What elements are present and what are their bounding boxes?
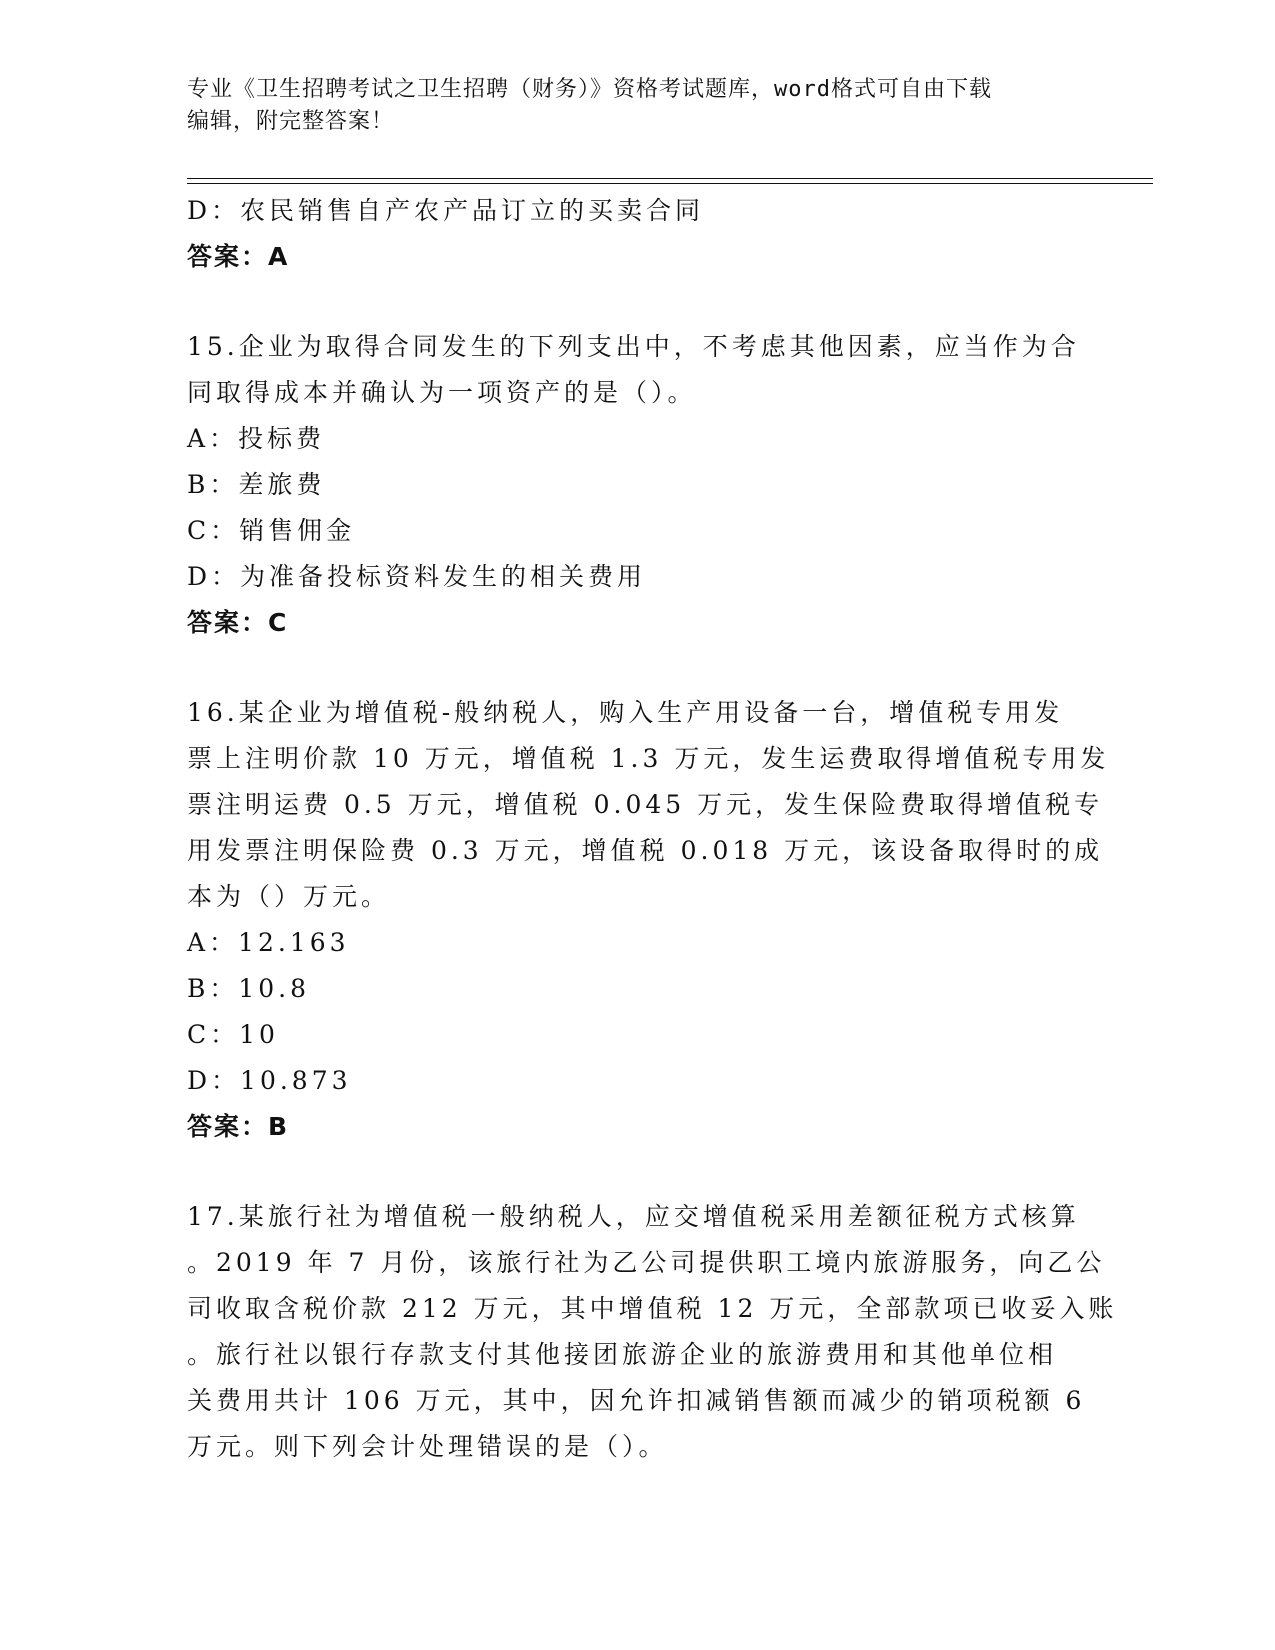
header-line-1: 专业《卫生招聘考试之卫生招聘（财务）》资格考试题库，word格式可自由下载 [187,77,992,102]
header-line-2: 编辑，附完整答案！ [187,109,395,134]
question-16-line-2: 票上注明价款 10 万元，增值税 1.3 万元，发生运费取得增值税专用发 [187,744,1110,773]
question-17-line-5: 关费用共计 106 万元，其中，因允许扣减销售额而减少的销项税额 6 [187,1386,1086,1415]
question-17-line-6: 万元。则下列会计处理错误的是（）。 [187,1432,668,1461]
question-17-line-2: 。2019 年 7 月份，该旅行社为乙公司提供职工境内旅游服务，向乙公 [187,1248,1106,1277]
prev-option-d: D：农民销售自产农产品订立的买卖合同 [187,196,705,225]
question-15-option-d: D：为准备投标资料发生的相关费用 [187,562,647,591]
question-17-line-1: 17.某旅行社为增值税一般纳税人，应交增值税采用差额征税方式核算 [187,1202,1080,1231]
question-16-option-a: A：12.163 [187,928,350,957]
question-15-line-1: 15.企业为取得合同发生的下列支出中，不考虑其他因素，应当作为合 [187,332,1080,361]
document-header [187,74,1067,138]
question-16-answer: 答案：B [187,1112,290,1141]
spacer [187,646,1067,690]
question-content [187,188,1118,1470]
question-16-line-1: 16.某企业为增值税-般纳税人，购入生产用设备一台，增值税专用发 [187,698,1064,727]
question-15-answer: 答案：C [187,608,289,637]
spacer [187,1150,1067,1194]
question-17-line-4: 。旅行社以银行存款支付其他接团旅游企业的旅游费用和其他单位相 [187,1340,1058,1369]
spacer [187,280,1067,324]
question-16-line-5: 本为（）万元。 [187,882,391,911]
question-17-line-3: 司收取含税价款 212 万元，其中增值税 12 万元，全部款项已收妥入账 [187,1294,1118,1323]
question-15-option-a: A：投标费 [187,424,326,453]
question-16-option-d: D：10.873 [187,1066,352,1095]
question-15-line-2: 同取得成本并确认为一项资产的是（）。 [187,378,697,407]
question-17 [187,1194,1118,1470]
question-16-line-3: 票注明运费 0.5 万元，增值税 0.045 万元，发生保险费取得增值税专 [187,790,1104,819]
question-16-option-b: B：10.8 [187,974,311,1003]
question-16 [187,690,1110,1150]
question-15 [187,324,1080,646]
prev-answer: 答案：A [187,242,290,271]
header-divider-top [187,178,1153,179]
question-15-option-c: C：销售佣金 [187,516,356,545]
question-15-option-b: B：差旅费 [187,470,326,499]
question-16-line-4: 用发票注明保险费 0.3 万元，增值税 0.018 万元，该设备取得时的成 [187,836,1104,865]
header-divider-bottom [187,183,1153,184]
question-16-option-c: C：10 [187,1020,279,1049]
